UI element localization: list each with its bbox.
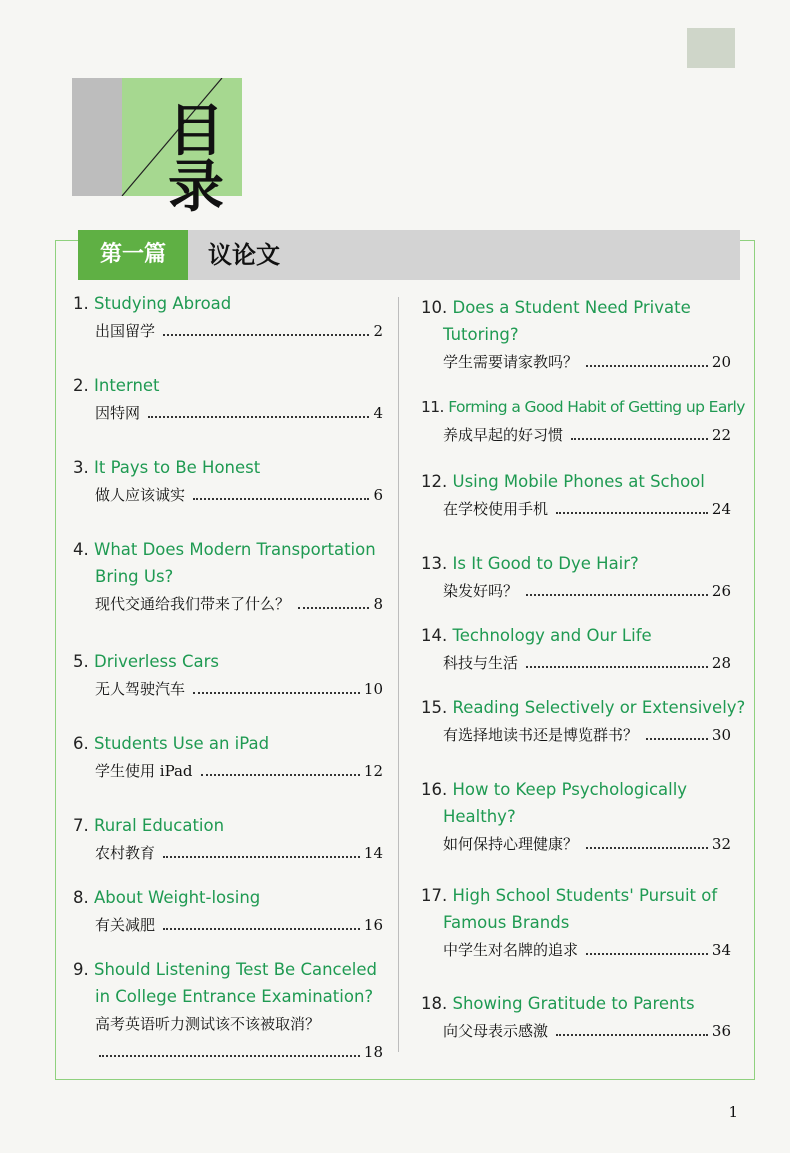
- toc-entry[interactable]: [421, 694, 746, 749]
- entry-english-title: 18. Showing Gratitude to Parents: [421, 994, 695, 1013]
- toc-entry[interactable]: [73, 536, 383, 618]
- entry-english-title: 16. How to Keep Psychologically: [421, 780, 688, 799]
- entry-english-title: 17. High School Students' Pursuit of: [421, 886, 718, 905]
- entry-english-title: 15. Reading Selectively or Extensively?: [421, 698, 746, 717]
- toc-title: 目录: [168, 99, 220, 220]
- toc-entry[interactable]: [73, 372, 383, 427]
- entry-chinese-line: 出国留学 2: [73, 317, 383, 345]
- entry-english-title: 4. What Does Modern Transportation: [73, 540, 376, 559]
- entry-page-number: 2: [373, 322, 383, 340]
- entry-chinese-line: 中学生对名牌的追求 34: [421, 936, 731, 964]
- entry-page-number: 10: [363, 680, 383, 698]
- toc-entry[interactable]: [421, 294, 731, 376]
- entry-chinese-line: 学生使用 iPad 12: [73, 757, 383, 785]
- entry-english-title: 1. Studying Abroad: [73, 294, 232, 313]
- entry-page-number: 14: [363, 844, 383, 862]
- entry-chinese-line: 学生需要请家教吗？ 20: [421, 348, 731, 376]
- entry-chinese-line: 如何保持心理健康？ 32: [421, 830, 731, 858]
- entry-page-number: 4: [373, 404, 383, 422]
- part-header: [78, 230, 740, 280]
- toc-entry[interactable]: [421, 622, 731, 677]
- entry-page-number: 26: [711, 582, 731, 600]
- toc-entry[interactable]: [73, 956, 383, 1066]
- entry-english-title-cont: in College Entrance Examination?: [95, 987, 374, 1006]
- entry-page-number: 12: [363, 762, 383, 780]
- entry-page-number: 6: [373, 486, 383, 504]
- entry-chinese-line: 有关减肥 16: [73, 911, 383, 939]
- toc-entry[interactable]: [421, 882, 731, 964]
- toc-entry[interactable]: [73, 648, 383, 703]
- entry-english-title-cont: Healthy?: [443, 807, 516, 826]
- entry-chinese-line: 向父母表示感激 36: [421, 1017, 731, 1045]
- entry-english-title: 11. Forming a Good Habit of Getting up Early: [421, 398, 745, 416]
- entry-english-title: 7. Rural Education: [73, 816, 225, 835]
- entry-page-number: 20: [711, 353, 731, 371]
- entry-english-title: 3. It Pays to Be Honest: [73, 458, 261, 477]
- entry-chinese-line: 有选择地读书还是博览群书？ 30: [421, 721, 731, 749]
- toc-entry[interactable]: [421, 468, 731, 523]
- entry-page-number: 22: [711, 426, 731, 444]
- entry-english-title: 2. Internet: [73, 376, 160, 395]
- entry-page-number: 28: [711, 654, 731, 672]
- corner-mark: [687, 28, 735, 68]
- entry-page-number: 16: [363, 916, 383, 934]
- entry-chinese-line: 做人应该诚实 6: [73, 481, 383, 509]
- toc-entry[interactable]: [73, 730, 383, 785]
- entry-page-number: 36: [711, 1022, 731, 1040]
- toc-entry[interactable]: [73, 884, 383, 939]
- entry-chinese-line: 在学校使用手机 24: [421, 495, 731, 523]
- toc-entry[interactable]: [73, 454, 383, 509]
- toc-entry[interactable]: [421, 394, 745, 449]
- toc-entry[interactable]: [421, 990, 731, 1045]
- entry-english-title-cont: Famous Brands: [443, 913, 570, 932]
- entry-chinese-line: 因特网 4: [73, 399, 383, 427]
- entry-english-title-cont: Tutoring?: [443, 325, 519, 344]
- toc-entry[interactable]: [421, 550, 731, 605]
- entry-english-title: 5. Driverless Cars: [73, 652, 219, 671]
- toc-title-block: [72, 78, 242, 220]
- entry-chinese-line: 染发好吗？ 26: [421, 577, 731, 605]
- entry-page-number: 18: [363, 1043, 383, 1061]
- entry-chinese-line: 现代交通给我们带来了什么？ 8: [73, 590, 383, 618]
- entry-chinese-line: 农村教育 14: [73, 839, 383, 867]
- entry-english-title: 10. Does a Student Need Private: [421, 298, 691, 317]
- entry-english-title: 12. Using Mobile Phones at School: [421, 472, 705, 491]
- entry-english-title-cont: Bring Us?: [95, 567, 174, 586]
- entry-english-title: 8. About Weight-losing: [73, 888, 261, 907]
- page-number: 1: [728, 1103, 738, 1121]
- entry-page-number: 34: [711, 941, 731, 959]
- entry-page-number: 24: [711, 500, 731, 518]
- entry-chinese-line: 养成早起的好习惯 22: [421, 421, 731, 449]
- entry-page-number: 32: [711, 835, 731, 853]
- entry-chinese-line: 高考英语听力测试该不该被取消？: [95, 1015, 321, 1033]
- entry-chinese-line: 无人驾驶汽车 10: [73, 675, 383, 703]
- entry-english-title: 13. Is It Good to Dye Hair?: [421, 554, 639, 573]
- toc-entry[interactable]: [73, 812, 383, 867]
- entry-page-number: 8: [373, 595, 383, 613]
- part-number-badge: [78, 230, 188, 280]
- entry-page-number: 30: [711, 726, 731, 744]
- entry-english-title: 14. Technology and Our Life: [421, 626, 652, 645]
- column-divider: [398, 297, 399, 1052]
- part-title: 议论文: [208, 241, 280, 269]
- entry-english-title: 6. Students Use an iPad: [73, 734, 270, 753]
- entry-leader-line: [73, 1038, 383, 1066]
- toc-entry[interactable]: [73, 290, 383, 345]
- part-number-label: 第一篇: [99, 242, 166, 267]
- toc-entry[interactable]: [421, 776, 731, 858]
- entry-chinese-line: 科技与生活 28: [421, 649, 731, 677]
- entry-english-title: 9. Should Listening Test Be Canceled: [73, 960, 377, 979]
